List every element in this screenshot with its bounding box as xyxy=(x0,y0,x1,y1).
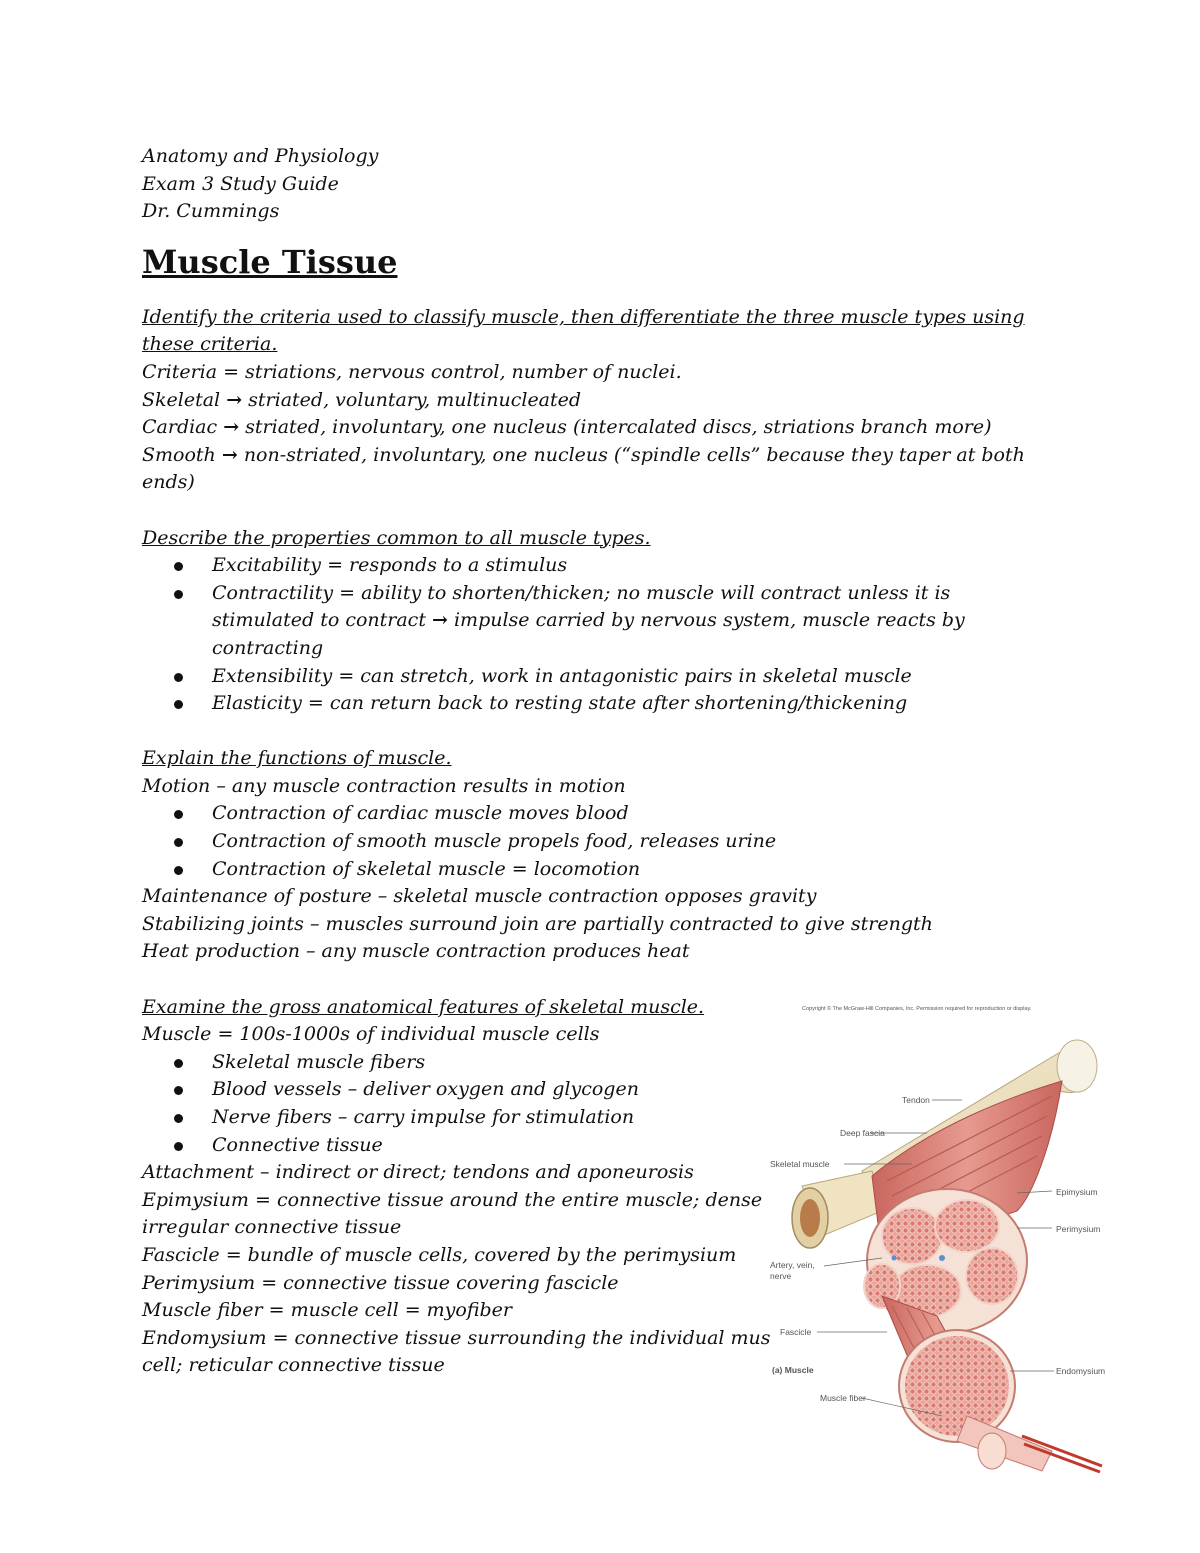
list-item xyxy=(142,856,992,884)
list-item-text: Excitability = responds to a stimulus xyxy=(212,554,568,577)
fascicle-section xyxy=(966,1248,1018,1304)
muscle-definition: Muscle = 100s-1000s of individual muscle cells xyxy=(142,1023,600,1046)
bone-marrow xyxy=(800,1199,820,1237)
bullet-icon xyxy=(174,1059,183,1068)
myofibril-section xyxy=(978,1433,1006,1469)
skeletal-row xyxy=(142,387,1042,415)
arrow-right-icon: → xyxy=(223,416,240,439)
fascicle-section xyxy=(882,1208,942,1264)
label-epimysium: Epimysium xyxy=(1056,1187,1098,1197)
question-classify-prompt: Identify the criteria used to classify muscle, then differentiate the three muscle types using xyxy=(142,305,1025,328)
bullet-icon xyxy=(174,838,183,847)
list-item-text: Skeletal muscle fibers xyxy=(212,1050,426,1073)
blood-vessel xyxy=(892,1256,897,1261)
list-item xyxy=(142,690,992,718)
bullet-icon xyxy=(174,810,183,819)
bullet-icon xyxy=(174,590,183,599)
list-item-text: Contraction of smooth muscle propels food, releases urine xyxy=(212,830,777,853)
bullet-icon xyxy=(174,866,183,875)
smooth-row xyxy=(142,442,1042,497)
question-functions-prompt: Explain the functions of muscle. xyxy=(142,747,452,770)
label-fascicle: Fascicle xyxy=(780,1327,812,1337)
list-item xyxy=(142,552,992,580)
joints-text: Stabilizing joints – muscles surround join are partially contracted to give strength xyxy=(142,912,933,935)
perimysium-text: Perimysium = connective tissue covering fascicle xyxy=(142,1271,619,1294)
properties-list xyxy=(142,552,1042,718)
skeletal-label: Skeletal xyxy=(142,388,221,411)
list-item-text: Contraction of skeletal muscle = locomotion xyxy=(212,857,641,880)
bullet-icon xyxy=(174,700,183,709)
list-item-text: Elasticity = can return back to resting state after shortening/thickening xyxy=(212,692,908,715)
fascicle-section xyxy=(935,1200,999,1252)
label-endomysium: Endomysium xyxy=(1056,1366,1106,1376)
bullet-icon xyxy=(174,1114,183,1123)
skeletal-text: striated, voluntary, multinucleated xyxy=(248,388,582,411)
label-perimysium: Perimysium xyxy=(1056,1224,1101,1234)
muscle-anatomy-figure xyxy=(762,996,1107,1476)
posture-text: Maintenance of posture – skeletal muscle contraction opposes gravity xyxy=(142,885,817,908)
list-item-text: Contraction of cardiac muscle moves blood xyxy=(212,802,629,825)
smooth-label: Smooth xyxy=(142,443,216,466)
list-item xyxy=(142,828,992,856)
list-item xyxy=(142,580,992,663)
label-tendon: Tendon xyxy=(902,1095,930,1105)
list-item-text: Nerve fibers – carry impulse for stimulation xyxy=(212,1106,635,1128)
guide-title: Exam 3 Study Guide xyxy=(142,172,339,195)
section-title: Muscle Tissue xyxy=(142,242,398,281)
label-skeletal-muscle: Skeletal muscle xyxy=(770,1159,830,1169)
arrow-right-icon: → xyxy=(432,609,448,632)
cardiac-label: Cardiac xyxy=(142,416,218,439)
list-item-text: Extensibility = can stretch, work in antagonistic pairs in skeletal muscle xyxy=(212,664,912,687)
list-item-text: Blood vessels – deliver oxygen and glycogen xyxy=(212,1078,639,1101)
label-deep-fascia: Deep fascia xyxy=(840,1128,885,1138)
endomysium-text: Endomysium = connective tissue surrounding the individual mus xyxy=(142,1326,771,1349)
instructor-name: Dr. Cummings xyxy=(142,200,280,223)
fascicle-text: Fascicle = bundle of muscle cells, covered by the perimysium xyxy=(142,1243,737,1266)
motion-list xyxy=(142,800,1042,883)
fiber-text: Muscle fiber = muscle cell = myofiber xyxy=(142,1299,512,1322)
question-classify-prompt-cont: these criteria. xyxy=(142,333,278,356)
attachment-text: Attachment – indirect or direct; tendons and aponeurosis xyxy=(142,1161,694,1184)
motion-text: Motion – any muscle contraction results in motion xyxy=(142,774,626,797)
bullet-icon xyxy=(174,1142,183,1151)
list-item xyxy=(142,663,992,691)
list-item-text: Connective tissue xyxy=(212,1133,383,1156)
course-title: Anatomy and Physiology xyxy=(142,145,379,167)
label-nerve: nerve xyxy=(770,1271,792,1281)
epimysium-text: Epimysium = connective tissue around the entire muscle; dense xyxy=(142,1188,763,1211)
bone-head xyxy=(1057,1040,1097,1092)
label-muscle-fiber: Muscle fiber xyxy=(820,1393,866,1403)
cardiac-text: striated, involuntary, one nucleus (intercalated discs, striations branch more) xyxy=(245,416,992,439)
criteria-text: Criteria = striations, nervous control, number of nuclei. xyxy=(142,360,682,383)
label-panel: (a) Muscle xyxy=(772,1365,814,1375)
bullet-icon xyxy=(174,673,183,682)
list-item-text-cont: impulse carried by nervous system, muscle reacts by contracting xyxy=(212,609,965,659)
bullet-icon xyxy=(174,562,183,571)
question-properties-prompt: Describe the properties common to all muscle types. xyxy=(142,526,651,549)
arrow-right-icon: → xyxy=(221,443,238,466)
bullet-icon xyxy=(174,1086,183,1095)
arrow-right-icon: → xyxy=(226,388,243,411)
label-artery: Artery, vein, xyxy=(770,1260,815,1270)
copyright-notice: Copyright © The McGraw-Hill Companies, Inc. Permission required for reproduction or display. xyxy=(802,1006,1032,1012)
endomysium-text-cont: cell; reticular connective tissue xyxy=(142,1354,445,1377)
list-item-text: Contractility = ability to shorten/thicken; no muscle will contract unless it is stimulated to contract xyxy=(212,581,951,632)
cardiac-row xyxy=(142,414,1042,442)
blood-vessel xyxy=(939,1255,945,1261)
muscle-fiber-bundle xyxy=(905,1336,1009,1436)
list-item xyxy=(142,800,992,828)
smooth-text: non-striated, involuntary, one nucleus (“spindle cells” because they taper at both ends) xyxy=(142,443,1025,494)
heat-text: Heat production – any muscle contraction produces heat xyxy=(142,940,690,963)
muscle-diagram xyxy=(762,996,1107,1476)
epimysium-text-cont: irregular connective tissue xyxy=(142,1216,402,1239)
question-anatomy-prompt: Examine the gross anatomical features of skeletal muscle. xyxy=(142,995,705,1018)
